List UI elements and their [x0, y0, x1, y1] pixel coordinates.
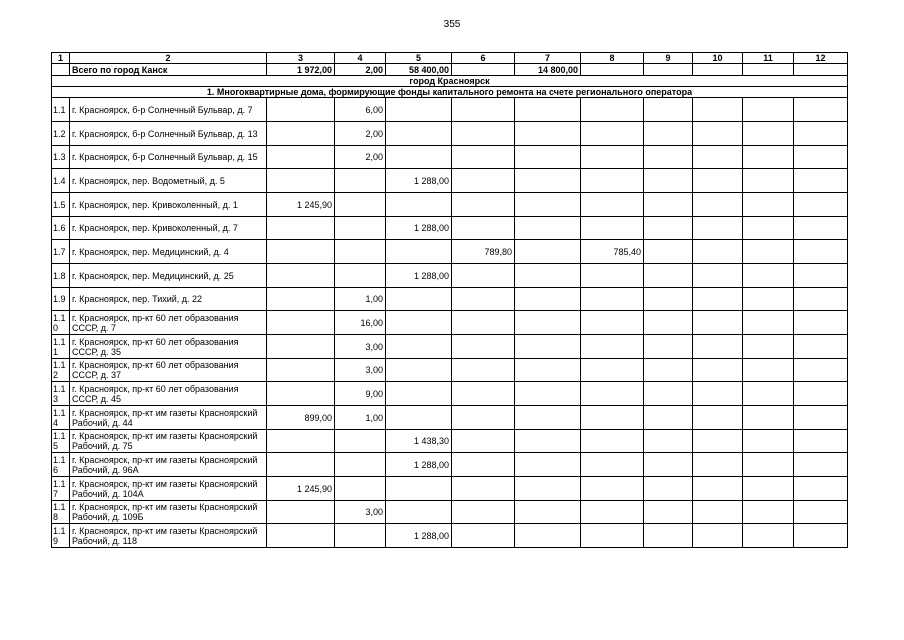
row-number: 1.1 7: [52, 477, 70, 501]
value-col-4: [335, 477, 386, 501]
value-col-10: [693, 288, 743, 311]
value-col-4: [335, 193, 386, 217]
address-cell: г. Красноярск, пр-кт им газеты Красноярский Рабочий, д. 104А: [70, 477, 267, 501]
table-row: [52, 524, 848, 548]
value-col-12: [794, 217, 848, 240]
value-col-7: [515, 169, 581, 193]
total-c10: [693, 64, 743, 76]
value-col-6: [452, 406, 515, 430]
value-col-4: 3,00: [335, 335, 386, 359]
value-col-12: [794, 264, 848, 288]
value-col-8: [581, 98, 644, 122]
table-row: [52, 217, 848, 240]
value-col-8: [581, 169, 644, 193]
total-c3: 1 972,00: [267, 64, 335, 76]
value-col-9: [644, 406, 693, 430]
row-number: 1.2: [52, 122, 70, 146]
value-col-8: [581, 382, 644, 406]
table-row: [52, 335, 848, 359]
value-col-10: [693, 382, 743, 406]
column-header: 7: [515, 53, 581, 64]
value-col-7: [515, 359, 581, 382]
value-col-5: [386, 382, 452, 406]
value-col-7: [515, 335, 581, 359]
value-col-6: [452, 453, 515, 477]
value-col-6: [452, 335, 515, 359]
value-col-8: [581, 122, 644, 146]
address-cell: г. Красноярск, пр-кт им газеты Красноярский Рабочий, д. 118: [70, 524, 267, 548]
row-number: 1.8: [52, 264, 70, 288]
value-col-7: [515, 98, 581, 122]
table-row: [52, 359, 848, 382]
value-col-6: [452, 430, 515, 453]
value-col-3: [267, 453, 335, 477]
value-col-7: [515, 524, 581, 548]
value-col-4: 16,00: [335, 311, 386, 335]
table-row: [52, 264, 848, 288]
value-col-11: [743, 122, 794, 146]
address-cell: г. Красноярск, б-р Солнечный Бульвар, д. 7: [70, 98, 267, 122]
value-col-4: 3,00: [335, 501, 386, 524]
value-col-7: [515, 240, 581, 264]
value-col-4: [335, 217, 386, 240]
value-col-11: [743, 501, 794, 524]
value-col-5: [386, 359, 452, 382]
value-col-8: [581, 406, 644, 430]
value-col-8: [581, 430, 644, 453]
value-col-6: [452, 359, 515, 382]
value-col-9: [644, 122, 693, 146]
address-cell: г. Красноярск, пер. Медицинский, д. 4: [70, 240, 267, 264]
value-col-8: [581, 477, 644, 501]
value-col-8: [581, 524, 644, 548]
table-row: [52, 406, 848, 430]
value-col-5: 1 288,00: [386, 524, 452, 548]
column-number-header-row: [52, 53, 848, 64]
value-col-12: [794, 453, 848, 477]
value-col-4: [335, 264, 386, 288]
value-col-9: [644, 217, 693, 240]
address-cell: г. Красноярск, пр-кт 60 лет образования СССР, д. 35: [70, 335, 267, 359]
value-col-11: [743, 311, 794, 335]
value-col-11: [743, 264, 794, 288]
row-number: 1.1 0: [52, 311, 70, 335]
value-col-4: 9,00: [335, 382, 386, 406]
value-col-5: [386, 98, 452, 122]
value-col-3: [267, 240, 335, 264]
value-col-8: [581, 501, 644, 524]
value-col-5: [386, 501, 452, 524]
value-col-5: [386, 477, 452, 501]
value-col-3: [267, 335, 335, 359]
value-col-5: [386, 288, 452, 311]
value-col-11: [743, 477, 794, 501]
value-col-9: [644, 193, 693, 217]
value-col-4: 1,00: [335, 288, 386, 311]
address-cell: г. Красноярск, пр-кт 60 лет образования СССР, д. 37: [70, 359, 267, 382]
address-cell: г. Красноярск, пер. Кривоколенный, д. 1: [70, 193, 267, 217]
total-c4: 2,00: [335, 64, 386, 76]
value-col-11: [743, 146, 794, 169]
table-row: [52, 169, 848, 193]
value-col-11: [743, 335, 794, 359]
value-col-6: [452, 501, 515, 524]
value-col-4: [335, 240, 386, 264]
value-col-10: [693, 335, 743, 359]
value-col-12: [794, 288, 848, 311]
value-col-9: [644, 169, 693, 193]
value-col-9: [644, 359, 693, 382]
row-number: 1.1 8: [52, 501, 70, 524]
value-col-3: [267, 359, 335, 382]
value-col-7: [515, 501, 581, 524]
column-header: 3: [267, 53, 335, 64]
value-col-4: [335, 524, 386, 548]
row-number: 1.1 6: [52, 453, 70, 477]
value-col-12: [794, 430, 848, 453]
table-row: [52, 453, 848, 477]
value-col-12: [794, 193, 848, 217]
value-col-11: [743, 193, 794, 217]
value-col-10: [693, 146, 743, 169]
value-col-8: [581, 311, 644, 335]
value-col-11: [743, 382, 794, 406]
table-row: [52, 193, 848, 217]
table-row: [52, 382, 848, 406]
value-col-5: [386, 335, 452, 359]
total-c11: [743, 64, 794, 76]
total-c6: [452, 64, 515, 76]
value-col-12: [794, 122, 848, 146]
value-col-9: [644, 524, 693, 548]
column-header: 2: [70, 53, 267, 64]
column-header: 4: [335, 53, 386, 64]
column-header: 12: [794, 53, 848, 64]
total-c8: [581, 64, 644, 76]
value-col-5: 1 288,00: [386, 217, 452, 240]
value-col-10: [693, 264, 743, 288]
value-col-10: [693, 193, 743, 217]
row-number: 1.1 9: [52, 524, 70, 548]
address-cell: г. Красноярск, пр-кт им газеты Красноярский Рабочий, д. 75: [70, 430, 267, 453]
value-col-3: [267, 382, 335, 406]
row-number: 1.1 4: [52, 406, 70, 430]
value-col-7: [515, 382, 581, 406]
value-col-3: [267, 311, 335, 335]
page-number: 355: [443, 19, 461, 30]
value-col-4: 6,00: [335, 98, 386, 122]
value-col-10: [693, 406, 743, 430]
table-row: [52, 311, 848, 335]
value-col-3: [267, 288, 335, 311]
value-col-7: [515, 430, 581, 453]
row-number: 1.1 3: [52, 382, 70, 406]
address-cell: г. Красноярск, пр-кт им газеты Красноярский Рабочий, д. 96А: [70, 453, 267, 477]
value-col-12: [794, 240, 848, 264]
value-col-6: [452, 524, 515, 548]
value-col-10: [693, 430, 743, 453]
table-row: [52, 98, 848, 122]
value-col-6: [452, 193, 515, 217]
value-col-11: [743, 98, 794, 122]
value-col-12: [794, 524, 848, 548]
value-col-7: [515, 264, 581, 288]
value-col-3: [267, 501, 335, 524]
column-header: 5: [386, 53, 452, 64]
value-col-6: [452, 264, 515, 288]
column-header: 11: [743, 53, 794, 64]
value-col-3: [267, 98, 335, 122]
value-col-6: [452, 98, 515, 122]
value-col-9: [644, 98, 693, 122]
value-col-10: [693, 240, 743, 264]
value-col-7: [515, 193, 581, 217]
value-col-6: 789,80: [452, 240, 515, 264]
address-cell: г. Красноярск, б-р Солнечный Бульвар, д. 15: [70, 146, 267, 169]
value-col-7: [515, 477, 581, 501]
value-col-7: [515, 146, 581, 169]
value-col-9: [644, 264, 693, 288]
value-col-8: [581, 453, 644, 477]
value-col-9: [644, 146, 693, 169]
row-number: 1.3: [52, 146, 70, 169]
value-col-9: [644, 240, 693, 264]
value-col-5: [386, 122, 452, 146]
value-col-3: [267, 217, 335, 240]
value-col-12: [794, 477, 848, 501]
value-col-11: [743, 359, 794, 382]
value-col-10: [693, 217, 743, 240]
value-col-5: 1 288,00: [386, 169, 452, 193]
value-col-10: [693, 98, 743, 122]
value-col-9: [644, 453, 693, 477]
value-col-5: [386, 240, 452, 264]
value-col-12: [794, 406, 848, 430]
table-row: [52, 430, 848, 453]
total-c5: 58 400,00: [386, 64, 452, 76]
table-row: [52, 146, 848, 169]
value-col-6: [452, 382, 515, 406]
value-col-7: [515, 311, 581, 335]
value-col-4: [335, 453, 386, 477]
value-col-3: [267, 122, 335, 146]
table-row: [52, 288, 848, 311]
value-col-7: [515, 288, 581, 311]
address-cell: г. Красноярск, пр-кт им газеты Красноярский Рабочий, д. 44: [70, 406, 267, 430]
address-cell: г. Красноярск, пр-кт 60 лет образования СССР, д. 7: [70, 311, 267, 335]
value-col-4: [335, 430, 386, 453]
value-col-8: [581, 335, 644, 359]
column-header: 8: [581, 53, 644, 64]
column-header: 6: [452, 53, 515, 64]
address-cell: г. Красноярск, пер. Тихий, д. 22: [70, 288, 267, 311]
row-number: 1.5: [52, 193, 70, 217]
value-col-5: [386, 146, 452, 169]
value-col-7: [515, 217, 581, 240]
value-col-4: 1,00: [335, 406, 386, 430]
value-col-12: [794, 359, 848, 382]
total-row: [52, 64, 848, 76]
value-col-6: [452, 146, 515, 169]
value-col-3: [267, 146, 335, 169]
total-num-cell: [52, 64, 70, 76]
value-col-6: [452, 169, 515, 193]
value-col-12: [794, 98, 848, 122]
value-col-9: [644, 430, 693, 453]
value-col-10: [693, 477, 743, 501]
value-col-8: [581, 264, 644, 288]
value-col-4: 3,00: [335, 359, 386, 382]
value-col-4: 2,00: [335, 122, 386, 146]
value-col-11: [743, 430, 794, 453]
value-col-5: [386, 406, 452, 430]
value-col-9: [644, 382, 693, 406]
value-col-11: [743, 288, 794, 311]
value-col-5: 1 288,00: [386, 453, 452, 477]
value-col-6: [452, 311, 515, 335]
value-col-4: [335, 169, 386, 193]
value-col-10: [693, 453, 743, 477]
value-col-11: [743, 453, 794, 477]
table-row: [52, 122, 848, 146]
value-col-3: [267, 524, 335, 548]
table-row: [52, 240, 848, 264]
value-col-7: [515, 453, 581, 477]
row-number: 1.9: [52, 288, 70, 311]
row-number: 1.1 5: [52, 430, 70, 453]
value-col-6: [452, 122, 515, 146]
value-col-12: [794, 146, 848, 169]
value-col-10: [693, 311, 743, 335]
address-cell: г. Красноярск, пер. Водометный, д. 5: [70, 169, 267, 193]
address-cell: г. Красноярск, пер. Кривоколенный, д. 7: [70, 217, 267, 240]
value-col-8: [581, 146, 644, 169]
value-col-6: [452, 288, 515, 311]
value-col-4: 2,00: [335, 146, 386, 169]
total-c7: 14 800,00: [515, 64, 581, 76]
value-col-3: 899,00: [267, 406, 335, 430]
value-col-9: [644, 477, 693, 501]
value-col-3: [267, 264, 335, 288]
value-col-7: [515, 122, 581, 146]
value-col-10: [693, 169, 743, 193]
value-col-8: [581, 359, 644, 382]
value-col-10: [693, 524, 743, 548]
value-col-9: [644, 335, 693, 359]
city-title: город Красноярск: [52, 76, 848, 87]
value-col-9: [644, 288, 693, 311]
value-col-12: [794, 169, 848, 193]
value-col-12: [794, 311, 848, 335]
value-col-8: [581, 288, 644, 311]
value-col-10: [693, 501, 743, 524]
value-col-9: [644, 311, 693, 335]
value-col-8: 785,40: [581, 240, 644, 264]
table-row: [52, 501, 848, 524]
value-col-11: [743, 217, 794, 240]
value-col-12: [794, 501, 848, 524]
row-number: 1.7: [52, 240, 70, 264]
value-col-5: [386, 193, 452, 217]
value-col-9: [644, 501, 693, 524]
row-number: 1.1: [52, 98, 70, 122]
value-col-11: [743, 169, 794, 193]
value-col-12: [794, 335, 848, 359]
value-col-5: 1 288,00: [386, 264, 452, 288]
total-c12: [794, 64, 848, 76]
total-label: Всего по город Канск: [70, 64, 267, 76]
column-header: 10: [693, 53, 743, 64]
total-c9: [644, 64, 693, 76]
row-number: 1.4: [52, 169, 70, 193]
table-row: [52, 477, 848, 501]
value-col-3: 1 245,90: [267, 193, 335, 217]
value-col-10: [693, 359, 743, 382]
section-header-row: [52, 87, 848, 98]
column-header: 1: [52, 53, 70, 64]
value-col-7: [515, 406, 581, 430]
value-col-10: [693, 122, 743, 146]
value-col-3: [267, 169, 335, 193]
value-col-11: [743, 524, 794, 548]
row-number: 1.1 2: [52, 359, 70, 382]
section-title: 1. Многоквартирные дома, формирующие фонды капитального ремонта на счете регионального оператора: [52, 87, 848, 98]
value-col-3: [267, 430, 335, 453]
value-col-5: [386, 311, 452, 335]
budget-table: [51, 52, 848, 548]
value-col-8: [581, 217, 644, 240]
value-col-11: [743, 406, 794, 430]
address-cell: г. Красноярск, пр-кт 60 лет образования СССР, д. 45: [70, 382, 267, 406]
address-cell: г. Красноярск, пер. Медицинский, д. 25: [70, 264, 267, 288]
value-col-12: [794, 382, 848, 406]
address-cell: г. Красноярск, пр-кт им газеты Красноярский Рабочий, д. 109Б: [70, 501, 267, 524]
value-col-5: 1 438,30: [386, 430, 452, 453]
address-cell: г. Красноярск, б-р Солнечный Бульвар, д. 13: [70, 122, 267, 146]
value-col-8: [581, 193, 644, 217]
value-col-6: [452, 217, 515, 240]
city-header-row: [52, 76, 848, 87]
value-col-6: [452, 477, 515, 501]
column-header: 9: [644, 53, 693, 64]
row-number: 1.1 1: [52, 335, 70, 359]
value-col-11: [743, 240, 794, 264]
row-number: 1.6: [52, 217, 70, 240]
value-col-3: 1 245,90: [267, 477, 335, 501]
